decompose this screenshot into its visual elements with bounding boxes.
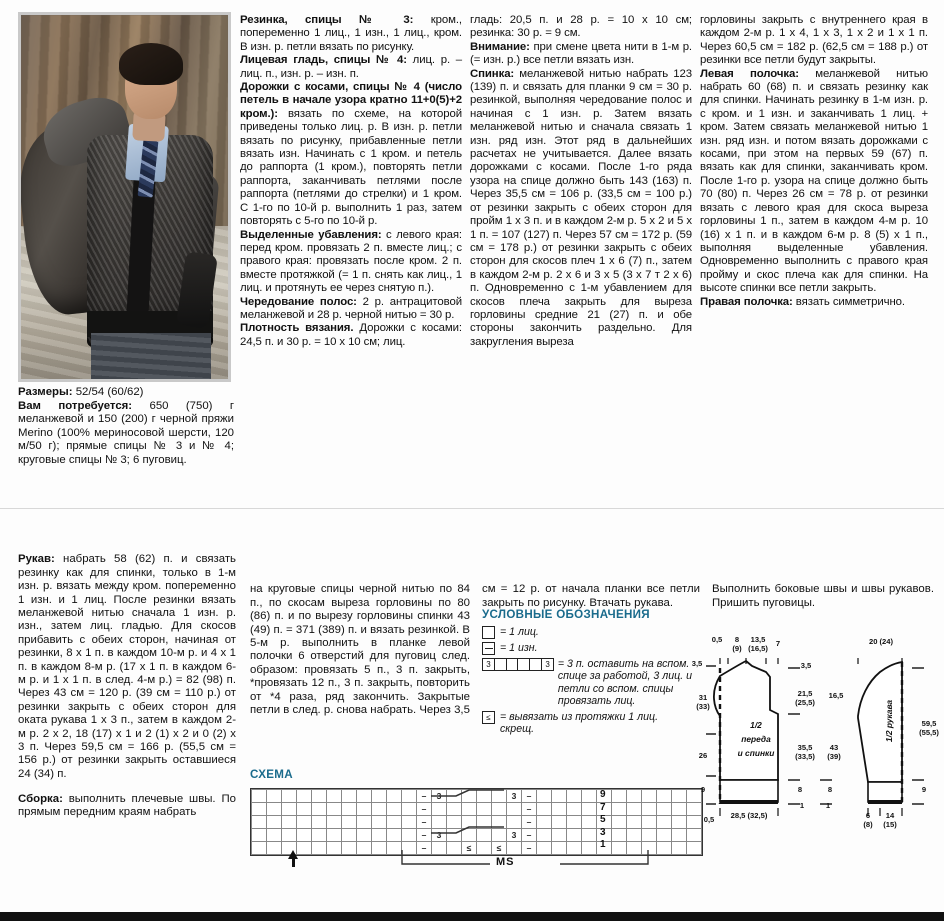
schema-cell xyxy=(312,803,327,816)
schema-row xyxy=(252,803,702,816)
schema-cell xyxy=(672,790,687,803)
paragraph-body: Дорожки с косами: 24,5 п. и 30 р. = 10 х 10 см; лиц. xyxy=(240,322,462,348)
paragraph-heading: Дорожки с косами, спицы № 4 (число петель в начале узора кратно 11+0(5)+2 кром.): xyxy=(240,81,462,120)
paragraph-heading: Левая полочка: xyxy=(700,67,799,80)
schema-cell xyxy=(327,803,342,816)
paragraph-heading: Спинка: xyxy=(470,67,515,80)
schema-cell xyxy=(432,803,447,816)
paragraph xyxy=(700,296,928,309)
schema-cell xyxy=(627,829,642,842)
schema-cell xyxy=(372,803,387,816)
schema-cell xyxy=(267,790,282,803)
schema-cell xyxy=(627,816,642,829)
paragraph xyxy=(240,229,462,296)
photo-image xyxy=(21,15,228,379)
paragraph xyxy=(470,14,692,41)
dim-top-13-5: 13,5 xyxy=(750,635,766,644)
paragraph xyxy=(18,553,236,781)
materials-value: 650 (750) г меланжевой и 150 (200) г черной пряжи Merino (100% мериносовой шерсти, 120 м/50 г); прямые спицы № 3 и № 4; круговые спицы № 3; 6 пуговиц. xyxy=(18,399,235,466)
legend-list xyxy=(482,626,697,738)
legend-title: УСЛОВНЫЕ ОБОЗНАЧЕНИЯ xyxy=(482,608,650,621)
paragraph-body: на круговые спицы черной нитью по 84 п., по скосам выреза горловины по 80 (86) п. и по вырезу горловины спинки 43 (49) п. = 371 (389) п. и вязать резинкой. В 5-м р. выполнить в планке левой полочки 6 отверстий для пуговиц след. образом: провязать 5 п., 3 п. закрыть, *провязать 12 п., 3 п. закрыть, повторить от *4 раза, ряд закончить. Закрытые петли в след. р. снова набрать. Через 3,5 xyxy=(250,583,470,717)
schema-cell: 3 xyxy=(432,790,447,803)
dim-top-8-alt: (9) xyxy=(732,644,742,653)
dim-left-31: 31 xyxy=(698,693,708,702)
schema-cell xyxy=(252,816,267,829)
dim-sleeve-top-20: 20 (24) xyxy=(868,637,894,646)
schema-cell xyxy=(357,790,372,803)
repeat-start-arrow-stem xyxy=(292,858,295,867)
schema-cell xyxy=(372,790,387,803)
schema-cell xyxy=(537,803,552,816)
schema-cell xyxy=(327,816,342,829)
schema-cell xyxy=(252,842,267,855)
schema-cell xyxy=(567,829,582,842)
schema-cell xyxy=(582,816,597,829)
text-column-3 xyxy=(700,14,928,309)
schema-cell xyxy=(312,790,327,803)
schema-row xyxy=(252,790,702,803)
schema-row xyxy=(252,829,702,842)
schema-cell xyxy=(612,829,627,842)
schema-cell xyxy=(627,790,642,803)
paragraph-body: кром., попеременно 1 лиц., 1 изн., 1 лиц., кром. В изн. р. петли вязать по рисунку. xyxy=(240,14,462,53)
paragraph-body: см = 12 р. от начала планки все петли закрыть по рисунку. Втачать рукава. xyxy=(482,583,700,609)
schema-cell xyxy=(492,816,507,829)
paragraph-heading: Резинка, спицы № 3: xyxy=(240,14,414,26)
schema-cell xyxy=(342,816,357,829)
schema-cell xyxy=(357,803,372,816)
paragraph xyxy=(482,583,700,610)
schema-cell xyxy=(627,803,642,816)
schema-cell xyxy=(327,790,342,803)
pattern-photo xyxy=(18,12,231,382)
schema-cell xyxy=(492,803,507,816)
dim-sleeve-bottom-6: 6 xyxy=(865,811,871,820)
schema-cell xyxy=(342,790,357,803)
dim-mid-21-5: 21,5 xyxy=(797,689,813,698)
dim-top-7: 7 xyxy=(775,639,781,648)
legend-item-knit xyxy=(482,626,697,639)
paragraph xyxy=(700,14,928,68)
paragraph-body: лиц. р. – лиц. п., изн. р. – изн. п. xyxy=(240,54,463,80)
schema-cell xyxy=(282,816,297,829)
schema-cell xyxy=(567,790,582,803)
schema-cell xyxy=(447,829,462,842)
dim-mid-8: 8 xyxy=(797,785,803,794)
schema-chart xyxy=(250,788,703,868)
text-column-4 xyxy=(18,542,236,831)
sizes-block xyxy=(18,386,234,468)
paragraph xyxy=(240,296,462,323)
schema-cell xyxy=(642,829,657,842)
schema-cell xyxy=(372,816,387,829)
schema-cell xyxy=(297,790,312,803)
schema-cell xyxy=(282,829,297,842)
schema-row-number: 5 xyxy=(600,814,606,826)
schema-cell xyxy=(447,816,462,829)
legend-item-label: = 1 лиц. xyxy=(500,626,539,638)
schema-cell xyxy=(402,803,417,816)
paragraph-heading: Рукав: xyxy=(18,553,55,566)
schema-cell xyxy=(387,790,402,803)
schema-cell xyxy=(612,790,627,803)
paragraph-body: с левого края: перед кром. провязать 2 п. вместе лиц.; с правого края: провязать после кром. 2 п. вместе протяжкой (= 1 п. снять как лиц., 1 лиц. и протянуть ее через снятую п.). xyxy=(240,228,462,295)
schema-cell xyxy=(552,816,567,829)
schema-cell xyxy=(267,829,282,842)
schema-cell xyxy=(612,816,627,829)
paragraph-body: гладь: 20,5 п. и 28 р. = 10 х 10 см; резинка: 30 р. = 9 см. xyxy=(470,14,692,40)
dim-mid-35-5: 35,5 xyxy=(797,743,813,752)
schema-cell: – xyxy=(522,803,537,816)
page-footer-bar xyxy=(0,912,944,921)
text-column-5 xyxy=(250,572,470,729)
schema-cell xyxy=(462,790,477,803)
schema-cell xyxy=(567,803,582,816)
schema-cell xyxy=(312,816,327,829)
schema-cell xyxy=(297,829,312,842)
text-column-2 xyxy=(470,14,692,349)
schema-table xyxy=(251,789,702,855)
dim-top-13-5-alt: (16,5) xyxy=(748,644,768,653)
sizes-label: Размеры: xyxy=(18,386,73,398)
schema-cell xyxy=(327,842,342,855)
paragraph-body: меланжевой нитью набрать 123 (139) п. и связать для планки 9 см = 30 р. резинкой, выполняя чередование полос и начиная с 1 изн. р. Затем вязать меланжевой нитью и сначала связать 1 изн. ряд изн. Этот ряд в дальнейших расчетах не учитывается. Далее вязать дорожками с косами. После 1-го ряда узора на спице должно быть 143 (163) п. Через 35,5 см = 106 р. (33,5 см = 100 р.) от резинки закрыть с обеих сторон для пройм 1 х 3 п. и в каждом 2-м р. 5 х 2 и 5 х 1 п. = 107 (127) п. Через 57 см = 172 р. (59 см = 178 р.) от резинки закрыть с обеих сторон для скосов плеч 1 х 6 (7) п., затем в каждом 2-м р. 2 х 6 и 3 х 5 (3 х 7 т 2 х 6) п. Одновременно с 1-м убавлением для скосов плеча закрыть для выреза горловины средние 21 (27) п. и обе стороны закончить раздельно. Для закругления выреза xyxy=(470,67,692,348)
paragraph-heading: Выделенные убавления: xyxy=(240,228,382,241)
dim-sleeve-1: 1 xyxy=(825,801,831,810)
schema-cell xyxy=(372,842,387,855)
paragraph-body: выполнить плечевые швы. По прямым передним краям набрать xyxy=(18,792,236,819)
dim-sleeve-43-alt: (39) xyxy=(827,752,841,761)
dim-sleeve-bottom-14-alt: (15) xyxy=(883,820,897,829)
schema-cell xyxy=(537,816,552,829)
legend-item-label: = 3 п. оставить на вспом. спице за работой, 3 лиц. и петли со вспом. спицы провязать лиц. xyxy=(557,658,692,708)
schema-cell xyxy=(312,829,327,842)
schema-cell xyxy=(657,803,672,816)
schema-cell xyxy=(642,790,657,803)
dim-left-31-alt: (33) xyxy=(696,702,710,711)
paragraph-body: меланжевой нитью набрать 60 (68) п. и связать резинку как для спинки. Начинать резинку в 1-м изн. р. с кром. и 1 изн. и заканчивать 1 лиц. + кром. Затем связать меланжевой нитью 1 изн. ряд изн. и потом вязать дорожками с косами, при этом на первых 59 (67) п. вязать как для спинки, заканчивать кром. После 1-го р. узора на спице должно быть 70 (80) п. Через 26 см = 78 р. от резинки вязать с левого края для скоса выреза горловины 1 п., затем в каждом 4-м р. 10 (16) х 1 п. и в каждом 6-м р. 8 (5) х 1 п., выполняя выделенные убавления. Одновременно выполнить с правого края пройму и скос плеча как для спинки. На высоте спинки все петли закрыть. xyxy=(700,67,928,295)
schema-cell xyxy=(552,803,567,816)
dim-right-9: 9 xyxy=(921,785,927,794)
schema-cell xyxy=(492,829,507,842)
materials-label: Вам потребуется: xyxy=(18,399,133,412)
diagram-body-label-3: и спинки xyxy=(737,748,775,758)
empty-cell-icon xyxy=(482,626,495,639)
paragraph-body: вязать симметрично. xyxy=(792,295,905,308)
photo-hair xyxy=(119,43,183,85)
dim-right-59-5-alt: (55,5) xyxy=(919,728,939,737)
legend-item-label: = вывязать из протяжки 1 лиц. скрещ. xyxy=(500,710,659,736)
schema-cell xyxy=(402,790,417,803)
schema-grid xyxy=(250,788,703,856)
schema-cell xyxy=(507,816,522,829)
cable-6-icon: 3 3 xyxy=(482,658,553,671)
schema-cell xyxy=(267,803,282,816)
schema-cell xyxy=(537,790,552,803)
schema-cell xyxy=(582,790,597,803)
schema-cell xyxy=(492,790,507,803)
dim-sleeve-bottom-6-alt: (8) xyxy=(863,820,873,829)
diagram-body-label-2: переда xyxy=(741,734,771,744)
dim-right-59-5: 59,5 xyxy=(921,719,937,728)
schema-cell xyxy=(327,829,342,842)
paragraph-body: 2 р. антрацитовой меланжевой и 28 р. черной нитью = 30 р. xyxy=(240,295,462,321)
schema-cell xyxy=(657,816,672,829)
dim-mid-21-5-alt: (25,5) xyxy=(795,698,815,707)
dim-left-3-5: 3,5 xyxy=(691,659,703,668)
dim-bottom-28-5: 28,5 (32,5) xyxy=(730,811,768,820)
dim-left-9: 9 xyxy=(700,785,706,794)
paragraph xyxy=(240,54,462,81)
schema-row-number: 3 xyxy=(600,826,606,838)
schema-cell xyxy=(642,803,657,816)
schema-cell: – xyxy=(417,842,432,855)
schema-cell xyxy=(267,816,282,829)
schema-cell xyxy=(462,816,477,829)
schema-cell xyxy=(402,829,417,842)
paragraph xyxy=(712,583,934,610)
schema-row xyxy=(252,816,702,829)
schema-cell xyxy=(657,790,672,803)
paragraph-body: Выполнить боковые швы и швы рукавов. Пришить пуговицы. xyxy=(712,583,934,609)
schema-cell xyxy=(342,829,357,842)
schema-row-number: 7 xyxy=(600,801,606,813)
photo-trousers xyxy=(91,333,211,382)
schema-cell: – xyxy=(417,816,432,829)
schema-row-number: 9 xyxy=(600,789,606,800)
paragraph xyxy=(240,81,462,228)
schema-cell xyxy=(297,803,312,816)
schema-cell: ≤ xyxy=(462,842,477,855)
paragraph-heading: Чередование полос: xyxy=(240,295,357,308)
schema-cell xyxy=(357,816,372,829)
legend-item-make-one xyxy=(482,711,697,736)
dim-mid-35-5-alt: (33,5) xyxy=(795,752,815,761)
dim-mid-1: 1 xyxy=(799,801,805,810)
schema-cell: – xyxy=(417,790,432,803)
schema-cell: – xyxy=(522,790,537,803)
schema-cell xyxy=(477,803,492,816)
sizes-value: 52/54 (60/62) xyxy=(75,386,144,398)
dim-sleeve-bottom-14: 14 xyxy=(885,811,895,820)
paragraph-body: вязать по схеме, на которой приведены только лиц. р. В изн. р. петли вязать по рисунку, прибавленные петли вязать изн. Начинать с 1 кром. и петель до раппорта (1 кром.), повторять петли раппорта, заканчивать петлями после раппорта (петлями до стрелки) и 1 кром. С 1-го по 10-й р. выполнить 1 раз, затем повторять с 5-го по 10-й р. xyxy=(240,107,462,228)
schema-cell xyxy=(357,829,372,842)
schema-cell xyxy=(582,829,597,842)
schema-cell xyxy=(447,790,462,803)
schema-cell: – xyxy=(522,829,537,842)
legend-item-label: = 1 изн. xyxy=(500,642,538,654)
schema-cell: 3 xyxy=(432,829,447,842)
paragraph-heading: Внимание: xyxy=(470,40,530,53)
paragraph-body: при смене цвета нити в 1-м р. (= изн. р.) все петли вязать изн. xyxy=(470,40,692,67)
schema-cell xyxy=(387,829,402,842)
schema-cell xyxy=(432,816,447,829)
schema-cell xyxy=(672,829,687,842)
schema-cell xyxy=(507,803,522,816)
schema-cell xyxy=(342,803,357,816)
paragraph xyxy=(240,14,462,54)
dim-top-0-5: 0,5 xyxy=(711,635,723,644)
schema-cell xyxy=(402,816,417,829)
schema-cell xyxy=(552,829,567,842)
schema-cell xyxy=(372,829,387,842)
schema-cell xyxy=(612,803,627,816)
dim-sleeve-16-5: 16,5 xyxy=(828,691,844,700)
paragraph-heading: Лицевая гладь, спицы № 4: xyxy=(240,54,407,67)
dash-cell-icon xyxy=(482,642,495,655)
schema-cell xyxy=(672,842,687,855)
schema-cell: 3 xyxy=(507,790,522,803)
paragraph-body: набрать 58 (62) п. и связать резинку как для спинки, только в 1-м изн. р. вязать между кром. попеременно 1 изн. и 1 лиц. После резинки вязать меланжевой нитью сначала 1 изн. р. изн., затем лиц. гладью. Для скосов прибавить с обеих сторон, начиная от резинки, 8 х 1 п. в каждом 10-м р. и 4 х 1 п. в каждом 8-м р. (17 х 1 п. в каждом 6-м р. и 1 х 1 п. в след. 4-м р.) = 82 (98) п. Через 43 см = 120 р. (39 см = 110 р.) от резинки закрыть с обеих сторон для оката рукава 1 х 3 п., затем в каждом 2-м р. 2 х 2, 18 (17) х 1 и 2 (1) х 2 и 0 (2) х 3 п. Через 59,5 см = 166 р. (55,5 см = 156 р.) от резинки закрыть оставшиеся 24 (34) п. xyxy=(18,553,236,780)
schema-cell xyxy=(477,790,492,803)
paragraph-heading: Сборка: xyxy=(18,792,63,805)
schema-cell xyxy=(477,816,492,829)
diagram-body-label-1: 1/2 xyxy=(750,720,762,730)
dim-bottom-0-5: 0,5 xyxy=(703,815,715,824)
schema-cell xyxy=(252,803,267,816)
schema-cell xyxy=(672,803,687,816)
schema-cell xyxy=(297,816,312,829)
schema-cell xyxy=(537,829,552,842)
paragraph-body: горловины закрыть с внутреннего края в каждом 2-м р. 1 х 4, 1 х 3, 1 х 2 и 1 х 1 п. Через 60,5 см = 182 р. (62,5 см = 188 р.) от резинки все петли будут закрыты. xyxy=(700,14,928,67)
dim-sleeve-43: 43 xyxy=(829,743,839,752)
dim-mid-3-5: 3,5 xyxy=(800,661,812,670)
schema-cell xyxy=(282,790,297,803)
schema-cell: ≤ xyxy=(492,842,507,855)
schema-row-numbers xyxy=(600,789,606,852)
schema-cell xyxy=(357,842,372,855)
schema-cell xyxy=(462,803,477,816)
schema-row-number: 1 xyxy=(600,839,606,851)
dim-top-8: 8 xyxy=(734,635,740,644)
text-column-7 xyxy=(712,572,934,622)
schema-cell xyxy=(312,842,327,855)
schema-cell xyxy=(252,790,267,803)
schema-cell: – xyxy=(522,816,537,829)
schema-cell xyxy=(282,803,297,816)
paragraph xyxy=(240,322,462,349)
schema-cell xyxy=(657,829,672,842)
legend-item-cable xyxy=(482,658,697,708)
schema-cell xyxy=(462,829,477,842)
schema-cell xyxy=(267,842,282,855)
schema-cell: 3 xyxy=(507,829,522,842)
paragraph xyxy=(18,793,236,820)
schema-cell xyxy=(447,803,462,816)
schema-cell xyxy=(297,842,312,855)
schema-cell xyxy=(642,816,657,829)
measurement-diagram xyxy=(691,635,944,908)
paragraph-heading: Плотность вязания. xyxy=(240,322,354,335)
schema-cell xyxy=(567,816,582,829)
section-divider xyxy=(0,508,944,509)
schema-cell: – xyxy=(417,829,432,842)
paragraph xyxy=(700,68,928,296)
schema-cell xyxy=(672,816,687,829)
paragraph xyxy=(470,68,692,350)
paragraph-heading: Правая полочка: xyxy=(700,295,793,308)
schema-cell: – xyxy=(522,842,537,855)
paragraph xyxy=(470,41,692,68)
dim-sleeve-8: 8 xyxy=(827,785,833,794)
schema-cell: – xyxy=(417,803,432,816)
bottom-section xyxy=(0,520,944,921)
legend-item-purl xyxy=(482,642,697,655)
schema-cell xyxy=(387,816,402,829)
schema-cell xyxy=(582,803,597,816)
text-column-1 xyxy=(240,14,462,349)
schema-title: СХЕМА xyxy=(250,768,293,781)
make-one-icon: ≤ xyxy=(482,711,495,724)
schema-cell xyxy=(387,803,402,816)
repeat-bracket xyxy=(400,850,660,872)
schema-cell xyxy=(252,829,267,842)
paragraph xyxy=(250,583,470,717)
schema-cell xyxy=(552,790,567,803)
diagram-sleeve-label: 1/2 рукава xyxy=(884,699,894,743)
schema-cell xyxy=(477,829,492,842)
dim-left-26: 26 xyxy=(698,751,708,760)
schema-cell xyxy=(342,842,357,855)
repeat-label: MS xyxy=(496,856,515,868)
